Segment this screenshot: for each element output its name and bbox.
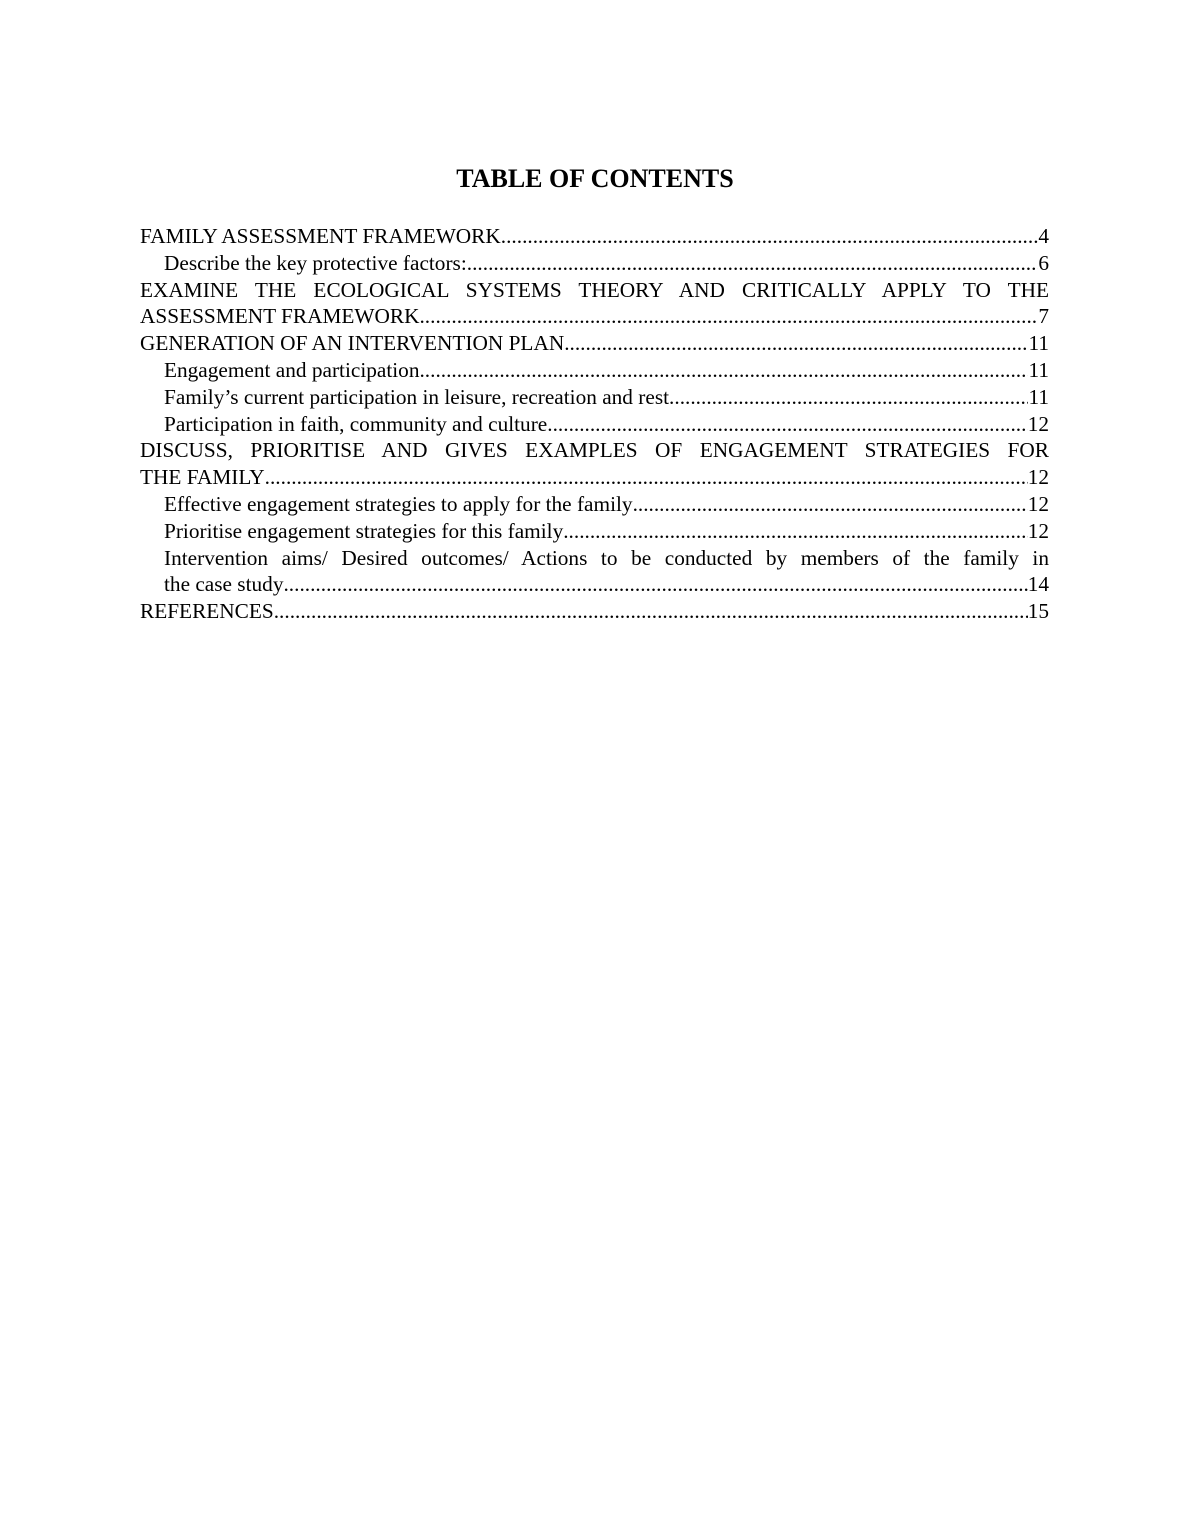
- toc-page-number: 11: [1028, 331, 1049, 356]
- toc-entry-ecological-systems-theory[interactable]: [140, 277, 1049, 331]
- toc-page-number: 12: [1027, 465, 1049, 490]
- toc-entry-protective-factors[interactable]: [140, 250, 1049, 277]
- toc-entry-faith-community-culture[interactable]: [140, 411, 1049, 438]
- toc-entry-text: Describe the key protective factors:: [164, 250, 467, 275]
- toc-page-number: 12: [1027, 491, 1049, 516]
- dot-leader: [283, 571, 1027, 598]
- toc-entry-leisure-recreation[interactable]: [140, 384, 1049, 411]
- toc-entry-text: THE FAMILY: [140, 465, 265, 490]
- toc-entry-text: GENERATION OF AN INTERVENTION PLAN: [140, 331, 565, 356]
- table-of-contents: [140, 223, 1049, 625]
- toc-entry-text: the case study: [164, 572, 284, 597]
- dot-leader: [633, 491, 1028, 518]
- toc-entry-text: ASSESSMENT FRAMEWORK: [140, 304, 420, 329]
- toc-page-number: 15: [1027, 599, 1049, 624]
- toc-entry-prioritise-strategies[interactable]: [140, 518, 1049, 545]
- toc-page-number: 7: [1038, 304, 1049, 329]
- dot-leader: [419, 303, 1038, 330]
- toc-entry-first-line: Intervention aims/ Desired outcomes/ Actions to be conducted by members of the family in: [164, 545, 1049, 570]
- dot-leader: [547, 411, 1027, 438]
- toc-entry-first-line: DISCUSS, PRIORITISE AND GIVES EXAMPLES OF ENGAGEMENT STRATEGIES FOR: [140, 438, 1049, 463]
- toc-title: TABLE OF CONTENTS: [456, 164, 734, 193]
- toc-entry-intervention-plan[interactable]: [140, 330, 1049, 357]
- toc-page-number: 12: [1027, 518, 1049, 543]
- toc-entry-text: Participation in faith, community and culture: [164, 411, 548, 436]
- dot-leader: [265, 464, 1028, 491]
- toc-entry-intervention-aims[interactable]: [140, 545, 1049, 599]
- toc-entry-engagement-strategies[interactable]: [140, 437, 1049, 491]
- dot-leader: [563, 518, 1027, 545]
- toc-page-number: 6: [1038, 250, 1049, 275]
- dot-leader: [564, 330, 1028, 357]
- toc-entry-text: Prioritise engagement strategies for this family: [164, 518, 564, 543]
- dot-leader: [419, 357, 1028, 384]
- toc-page-number: 4: [1038, 224, 1049, 248]
- toc-entry-text: Engagement and participation: [164, 357, 420, 382]
- dot-leader: [274, 598, 1028, 625]
- toc-page-number: 11: [1028, 357, 1049, 382]
- toc-page-number: 11: [1028, 384, 1049, 409]
- toc-entry-text: FAMILY ASSESSMENT FRAMEWORK: [140, 224, 501, 248]
- dot-leader: [467, 250, 1039, 277]
- toc-entry-family-assessment-framework[interactable]: [140, 223, 1049, 250]
- toc-entry-effective-engagement[interactable]: [140, 491, 1049, 518]
- toc-entry-text: REFERENCES: [140, 599, 274, 624]
- toc-entry-text: Family’s current participation in leisure, recreation and rest: [164, 384, 670, 409]
- toc-entry-text: Effective engagement strategies to apply for the family: [164, 491, 633, 516]
- toc-entry-engagement-participation[interactable]: [140, 357, 1049, 384]
- toc-page-number: 12: [1027, 411, 1049, 436]
- toc-page-number: 14: [1027, 572, 1049, 597]
- toc-entry-first-line: EXAMINE THE ECOLOGICAL SYSTEMS THEORY AND CRITICALLY APPLY TO THE: [140, 277, 1049, 302]
- toc-entry-references[interactable]: [140, 598, 1049, 625]
- dot-leader: [669, 384, 1028, 411]
- dot-leader: [501, 223, 1039, 250]
